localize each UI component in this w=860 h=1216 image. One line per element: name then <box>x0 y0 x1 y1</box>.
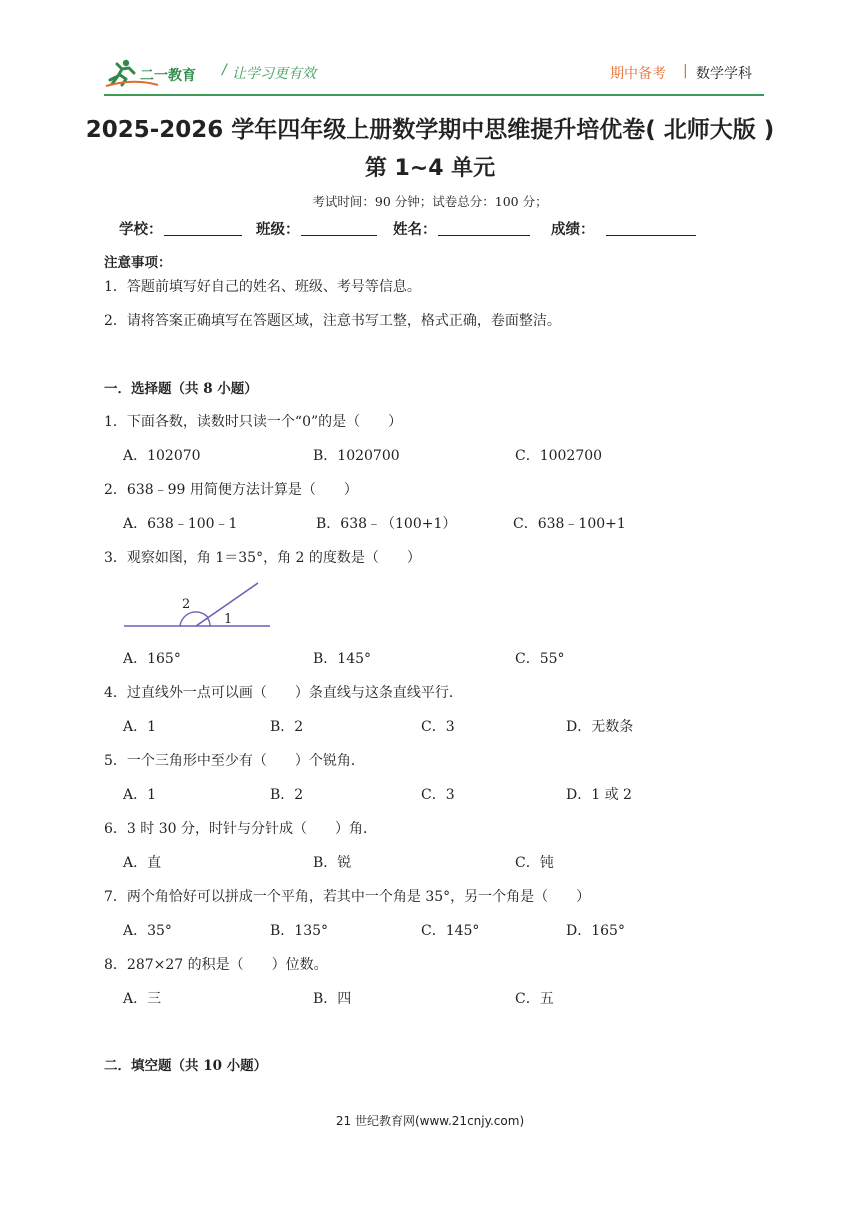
class-blank[interactable] <box>301 235 377 236</box>
notice-item: 1．答题前填写好自己的姓名、班级、考号等信息。 <box>104 279 421 295</box>
angle-2-label: 2 <box>182 597 191 612</box>
option-b[interactable]: B．2 <box>270 719 304 735</box>
slogan-divider: / <box>222 62 227 78</box>
logo-text: 二一教育 <box>140 68 196 84</box>
question-text: 8．287×27 的积是（ ）位数。 <box>104 957 328 973</box>
angle-1-arc <box>208 618 211 626</box>
option-c[interactable]: C．145° <box>421 923 480 939</box>
page-subtitle: 第 1~4 单元 <box>364 156 496 181</box>
option-b[interactable]: B．638﹣（100+1） <box>316 516 457 532</box>
name-label: 姓名： <box>393 221 437 238</box>
option-b[interactable]: B．锐 <box>313 855 352 871</box>
section-title: 一．选择题（共 8 小题） <box>104 381 258 397</box>
header-rule <box>104 94 764 96</box>
angle-figure <box>118 578 276 632</box>
option-a[interactable]: A．直 <box>123 855 162 871</box>
option-c[interactable]: C．五 <box>515 991 554 1007</box>
score-label: 成绩： <box>551 221 595 238</box>
notice-title: 注意事项： <box>104 255 172 271</box>
school-blank[interactable] <box>164 235 242 236</box>
option-b[interactable]: B．2 <box>270 787 304 803</box>
question-text: 4．过直线外一点可以画（ ）条直线与这条直线平行． <box>104 685 463 701</box>
option-c[interactable]: C．3 <box>421 719 455 735</box>
option-d[interactable]: D．165° <box>566 923 625 939</box>
notice-item: 2．请将答案正确填写在答题区域，注意书写工整，格式正确，卷面整洁。 <box>104 313 561 329</box>
option-c[interactable]: C．55° <box>515 651 565 667</box>
school-label: 学校： <box>119 221 163 238</box>
option-b[interactable]: B．135° <box>270 923 329 939</box>
option-a[interactable]: A．1 <box>123 787 157 803</box>
option-c[interactable]: C．638﹣100+1 <box>513 516 626 532</box>
option-b[interactable]: B．四 <box>313 991 352 1007</box>
logo-runner-icon <box>104 58 216 88</box>
question-text: 3．观察如图，角 1＝35°，角 2 的度数是（ ） <box>104 550 421 566</box>
option-d[interactable]: D．1 或 2 <box>566 787 632 803</box>
page-footer: 21 世纪教育网(www.21cnjy.com) <box>335 1114 525 1128</box>
question-text: 5．一个三角形中至少有（ ）个锐角． <box>104 753 365 769</box>
section-title: 二．填空题（共 10 小题） <box>104 1058 268 1074</box>
page-title: 2025-2026 学年四年级上册数学期中思维提升培优卷( 北师大版 ) <box>85 117 775 143</box>
question-text: 2．638﹣99 用简便方法计算是（ ） <box>104 482 358 498</box>
option-c[interactable]: C．钝 <box>515 855 554 871</box>
option-c[interactable]: C．1002700 <box>515 448 603 464</box>
option-b[interactable]: B．1020700 <box>313 448 400 464</box>
option-a[interactable]: A．1 <box>123 719 157 735</box>
class-label: 班级： <box>256 221 300 238</box>
angle-2-arc <box>180 612 208 626</box>
option-a[interactable]: A．102070 <box>123 448 201 464</box>
option-a[interactable]: A．35° <box>123 923 172 939</box>
slogan: 让学习更有效 <box>232 66 316 82</box>
angle-1-label: 1 <box>224 612 233 627</box>
option-a[interactable]: A．三 <box>123 991 162 1007</box>
question-text: 6．3 时 30 分，时针与分针成（ ）角． <box>104 821 377 837</box>
option-b[interactable]: B．145° <box>313 651 372 667</box>
option-a[interactable]: A．638﹣100﹣1 <box>123 516 238 532</box>
question-text: 1．下面各数，读数时只读一个“0”的是（ ） <box>104 414 403 430</box>
score-blank[interactable] <box>606 235 696 236</box>
name-blank[interactable] <box>438 235 530 236</box>
header-divider: | <box>683 63 688 79</box>
subject-tag: 数学学科 <box>696 66 752 82</box>
question-text: 7．两个角恰好可以拼成一个平角，若其中一个角是 35°，另一个角是（ ） <box>104 889 591 905</box>
option-d[interactable]: D．无数条 <box>566 719 634 735</box>
option-c[interactable]: C．3 <box>421 787 455 803</box>
exam-tag: 期中备考 <box>610 66 666 82</box>
exam-info: 考试时间：90 分钟；试卷总分：100 分； <box>312 194 548 209</box>
option-a[interactable]: A．165° <box>123 651 181 667</box>
